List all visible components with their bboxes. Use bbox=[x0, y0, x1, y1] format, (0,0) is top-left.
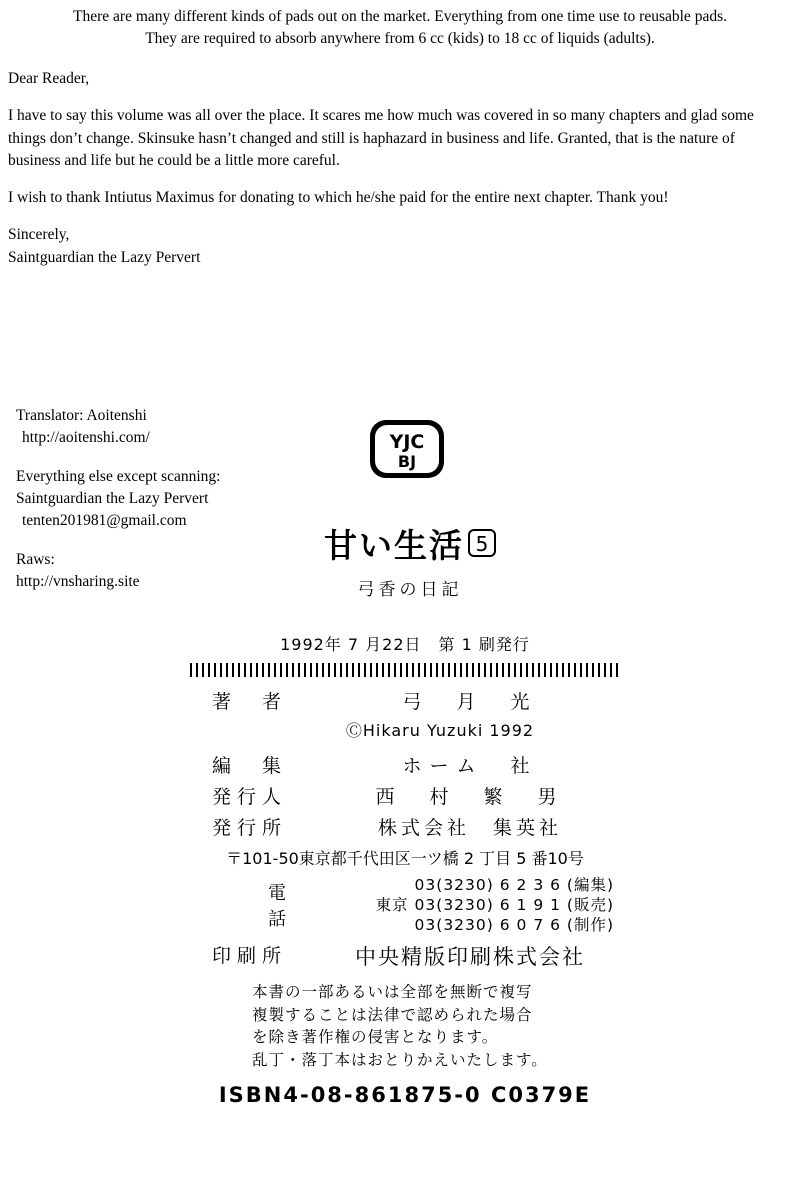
credits-scanning-name: Saintguardian the Lazy Pervert bbox=[16, 490, 209, 507]
colophon-divider bbox=[190, 663, 620, 677]
colophon-editor-value: ホーム 社 bbox=[402, 755, 538, 777]
colophon-address: 〒101-50東京都千代田区一ツ橋 2 丁目 5 番10号 bbox=[226, 849, 584, 868]
colophon-notice-line-2: 複製することは法律で認められた場合 bbox=[252, 1005, 533, 1024]
colophon-row-publisher-person bbox=[190, 782, 620, 809]
top-note-line1: There are many different kinds of pads out on the market. Everything from one time use to reusable pads. bbox=[73, 8, 727, 25]
colophon-notice-line-4: 乱丁・落丁本はおとりかえいたします。 bbox=[252, 1050, 548, 1069]
publisher-logo bbox=[368, 418, 446, 480]
colophon-phone-line-1: 03(3230) 6 2 3 6 (編集) bbox=[414, 876, 614, 894]
logo-top-text: YJC bbox=[389, 431, 425, 453]
colophon-publisher-label: 発行所 bbox=[212, 817, 288, 839]
credits-raws-label: Raws: bbox=[16, 551, 55, 568]
colophon-notice-line-3: を除き著作権の侵害となります。 bbox=[252, 1028, 499, 1047]
colophon-phone-line-3: 03(3230) 6 0 7 6 (制作) bbox=[414, 916, 614, 935]
credits-scanning-email[interactable]: tenten201981@gmail.com bbox=[22, 512, 187, 529]
publisher-logo-icon bbox=[368, 418, 446, 480]
translator-letter bbox=[8, 68, 788, 283]
letter-salutation: Dear Reader, bbox=[8, 70, 90, 87]
credits-scanning-label: Everything else except scanning: bbox=[16, 468, 221, 485]
book-volume-number: 5 bbox=[468, 529, 496, 557]
colophon-author-value: 弓 月 光 bbox=[402, 691, 538, 713]
colophon-row-printer bbox=[190, 941, 620, 971]
colophon-publisher-person-value: 西 村 繁 男 bbox=[375, 786, 565, 808]
colophon-row-editor bbox=[190, 751, 620, 778]
colophon-phone-label: 電 話 bbox=[268, 883, 312, 931]
letter-body-1: I have to say this volume was all over the place. It scares me how much was covered in so many chapters and glad some things don’t change. Skinsuke hasn’t changed and still is haphazard in business and life. Granted, that is the nature of business and life but he could be a little more careful. bbox=[8, 106, 754, 170]
credits-raws-url[interactable]: http://vnsharing.site bbox=[16, 573, 140, 590]
colophon-notice bbox=[190, 981, 620, 1071]
letter-signature: Saintguardian the Lazy Pervert bbox=[8, 248, 201, 266]
book-title-block bbox=[300, 520, 520, 600]
colophon-isbn: ISBN4-08-861875-0 C0379E bbox=[218, 1083, 592, 1108]
book-subtitle: 弓香の日記 bbox=[357, 580, 463, 600]
credits-translator-url[interactable]: http://aoitenshi.com/ bbox=[22, 429, 150, 446]
colophon-publisher-person-label: 発行人 bbox=[212, 786, 288, 808]
colophon-author-label: 著 者 bbox=[212, 691, 288, 713]
letter-body-2: I wish to thank Intiutus Maximus for donating to which he/she paid for the entire next chapter. Thank you! bbox=[8, 189, 669, 207]
top-note-line2: They are required to absorb anywhere from 6 cc (kids) to 18 cc of liquids (adults). bbox=[145, 30, 655, 48]
colophon-editor-label: 編 集 bbox=[212, 755, 288, 777]
colophon-row-publisher bbox=[190, 813, 620, 840]
colophon-printer-label: 印刷所 bbox=[212, 945, 288, 968]
colophon-printer-value: 中央精版印刷株式会社 bbox=[355, 945, 585, 970]
colophon-phone-numbers bbox=[320, 875, 620, 935]
colophon-row-author bbox=[190, 687, 620, 714]
credits-raws bbox=[16, 549, 336, 593]
colophon-date: 1992年 7 月22日 第 1 刷発行 bbox=[280, 635, 530, 654]
letter-closing: Sincerely, bbox=[8, 225, 70, 243]
colophon-notice-line-1: 本書の一部あるいは全部を無断で複写 bbox=[252, 983, 533, 1002]
book-title-main: 甘い生活 bbox=[324, 526, 464, 565]
colophon-phone-prefix: 東京 bbox=[375, 896, 409, 915]
credits-translator bbox=[16, 405, 336, 449]
colophon-publisher-value: 株式会社 集英社 bbox=[377, 817, 562, 839]
colophon-copyright: ⒸHikaru Yuzuki 1992 bbox=[345, 721, 535, 740]
colophon-phone bbox=[190, 875, 620, 935]
colophon bbox=[190, 632, 620, 1107]
credits-block bbox=[16, 405, 336, 610]
logo-bottom-text: BJ bbox=[397, 452, 417, 471]
top-note bbox=[0, 6, 800, 51]
colophon-phone-line-2 bbox=[320, 895, 614, 915]
colophon-phone-line-2-text: 03(3230) 6 1 9 1 (販売) bbox=[414, 896, 614, 915]
credits-translator-label: Translator: Aoitenshi bbox=[16, 407, 147, 424]
credits-scanning bbox=[16, 466, 336, 532]
